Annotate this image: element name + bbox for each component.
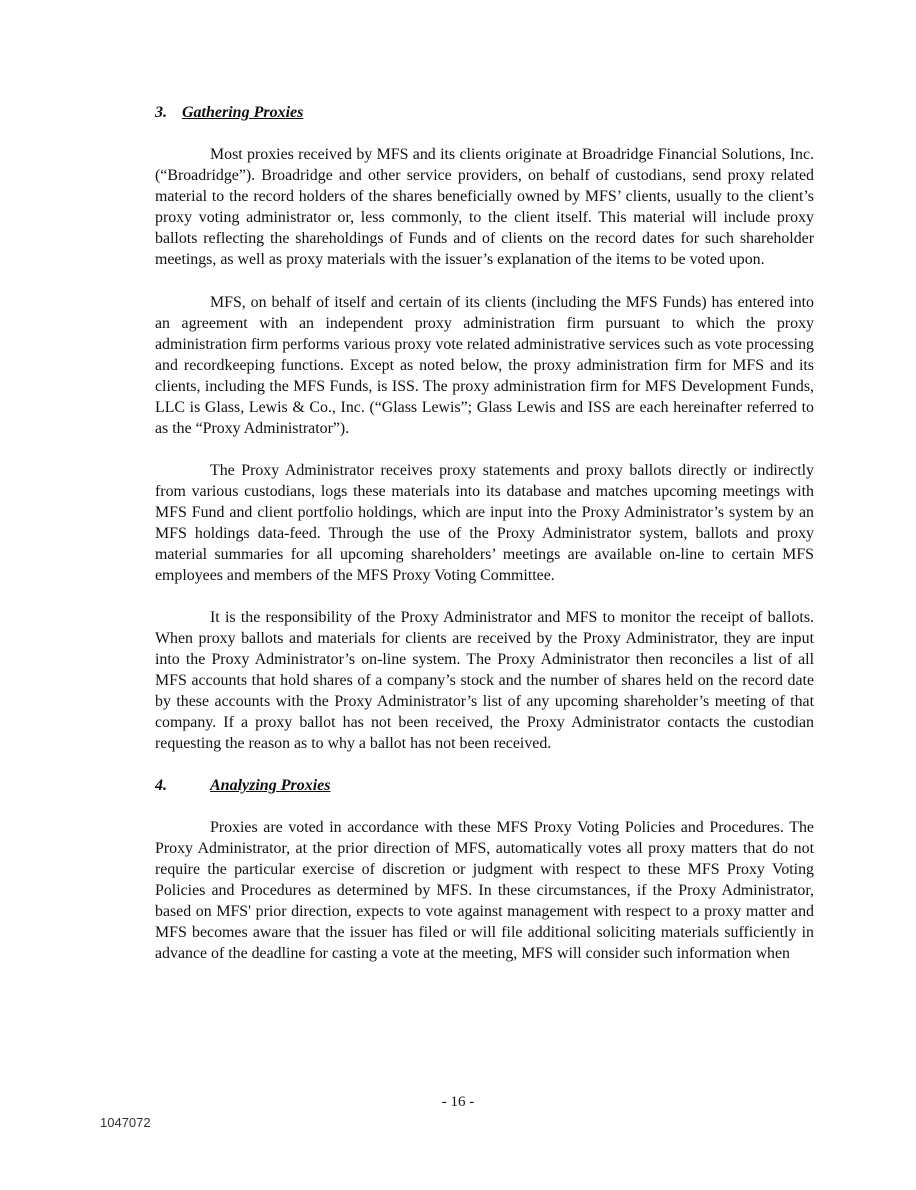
page-number: - 16 - bbox=[441, 1094, 475, 1110]
paragraph: The Proxy Administrator receives proxy statements and proxy ballots directly or indirectly from various custodians, logs these materials into its database and matches upcoming meetings with MFS Fund and client portfolio holdings, which are input into the Proxy Administrator’s system by an MFS holdings data-feed. Through the use of the Proxy Administrator system, ballots and proxy material summaries for all upcoming shareholders’ meetings are available on-line to certain MFS employees and members of the MFS Proxy Voting Committee. bbox=[155, 462, 814, 584]
document-id: 1047072 bbox=[100, 1115, 151, 1130]
document-body bbox=[155, 102, 814, 964]
section-number: 4. bbox=[155, 777, 167, 794]
paragraph: MFS, on behalf of itself and certain of its clients (including the MFS Funds) has entered into an agreement with an independent proxy administration firm pursuant to which the proxy administration firm performs various proxy vote related administrative services such as vote processing and recordkeeping functions. Except as noted below, the proxy administration firm for MFS and its clients, including the MFS Funds, is ISS. The proxy administration firm for MFS Development Funds, LLC is Glass, Lewis & Co., Inc. (“Glass Lewis”; Glass Lewis and ISS are each hereinafter referred to as the “Proxy Administrator”). bbox=[155, 294, 814, 437]
paragraph: Proxies are voted in accordance with these MFS Proxy Voting Policies and Procedures. The Proxy Administrator, at the prior direction of MFS, automatically votes all proxy matters that do not require the particular exercise of discretion or judgment with respect to these MFS Proxy Voting Policies and Procedures as determined by MFS. In these circumstances, if the Proxy Administrator, based on MFS' prior direction, expects to vote against management with respect to a proxy matter and MFS becomes aware that the issuer has filed or will file additional soliciting materials sufficiently in advance of the deadline for casting a vote at the meeting, MFS will consider such information when bbox=[155, 819, 814, 962]
paragraph: Most proxies received by MFS and its clients originate at Broadridge Financial Solutions, Inc. (“Broadridge”). Broadridge and other service providers, on behalf of custodians, send proxy related material to the record holders of the shares beneficially owned by MFS’ clients, usually to the client’s proxy voting administrator or, less commonly, to the client itself. This material will include proxy ballots reflecting the shareholdings of Funds and of clients on the record dates for such shareholder meetings, as well as proxy materials with the issuer’s explanation of the items to be voted upon. bbox=[155, 146, 814, 268]
section-heading-analyzing-proxies bbox=[155, 775, 814, 796]
section-number: 3. bbox=[155, 104, 167, 121]
section-title: Gathering Proxies bbox=[182, 104, 304, 121]
section-title: Analyzing Proxies bbox=[210, 777, 331, 794]
paragraph: It is the responsibility of the Proxy Administrator and MFS to monitor the receipt of ballots. When proxy ballots and materials for clients are received by the Proxy Administrator, they are input into the Proxy Administrator’s on-line system. The Proxy Administrator then reconciles a list of all MFS accounts that hold shares of a company’s stock and the number of shares held on the record date by these accounts with the Proxy Administrator’s list of any upcoming shareholder’s meeting of that company. If a proxy ballot has not been received, the Proxy Administrator contacts the custodian requesting the reason as to why a ballot has not been received. bbox=[155, 609, 814, 752]
section-heading-gathering-proxies bbox=[155, 102, 814, 123]
